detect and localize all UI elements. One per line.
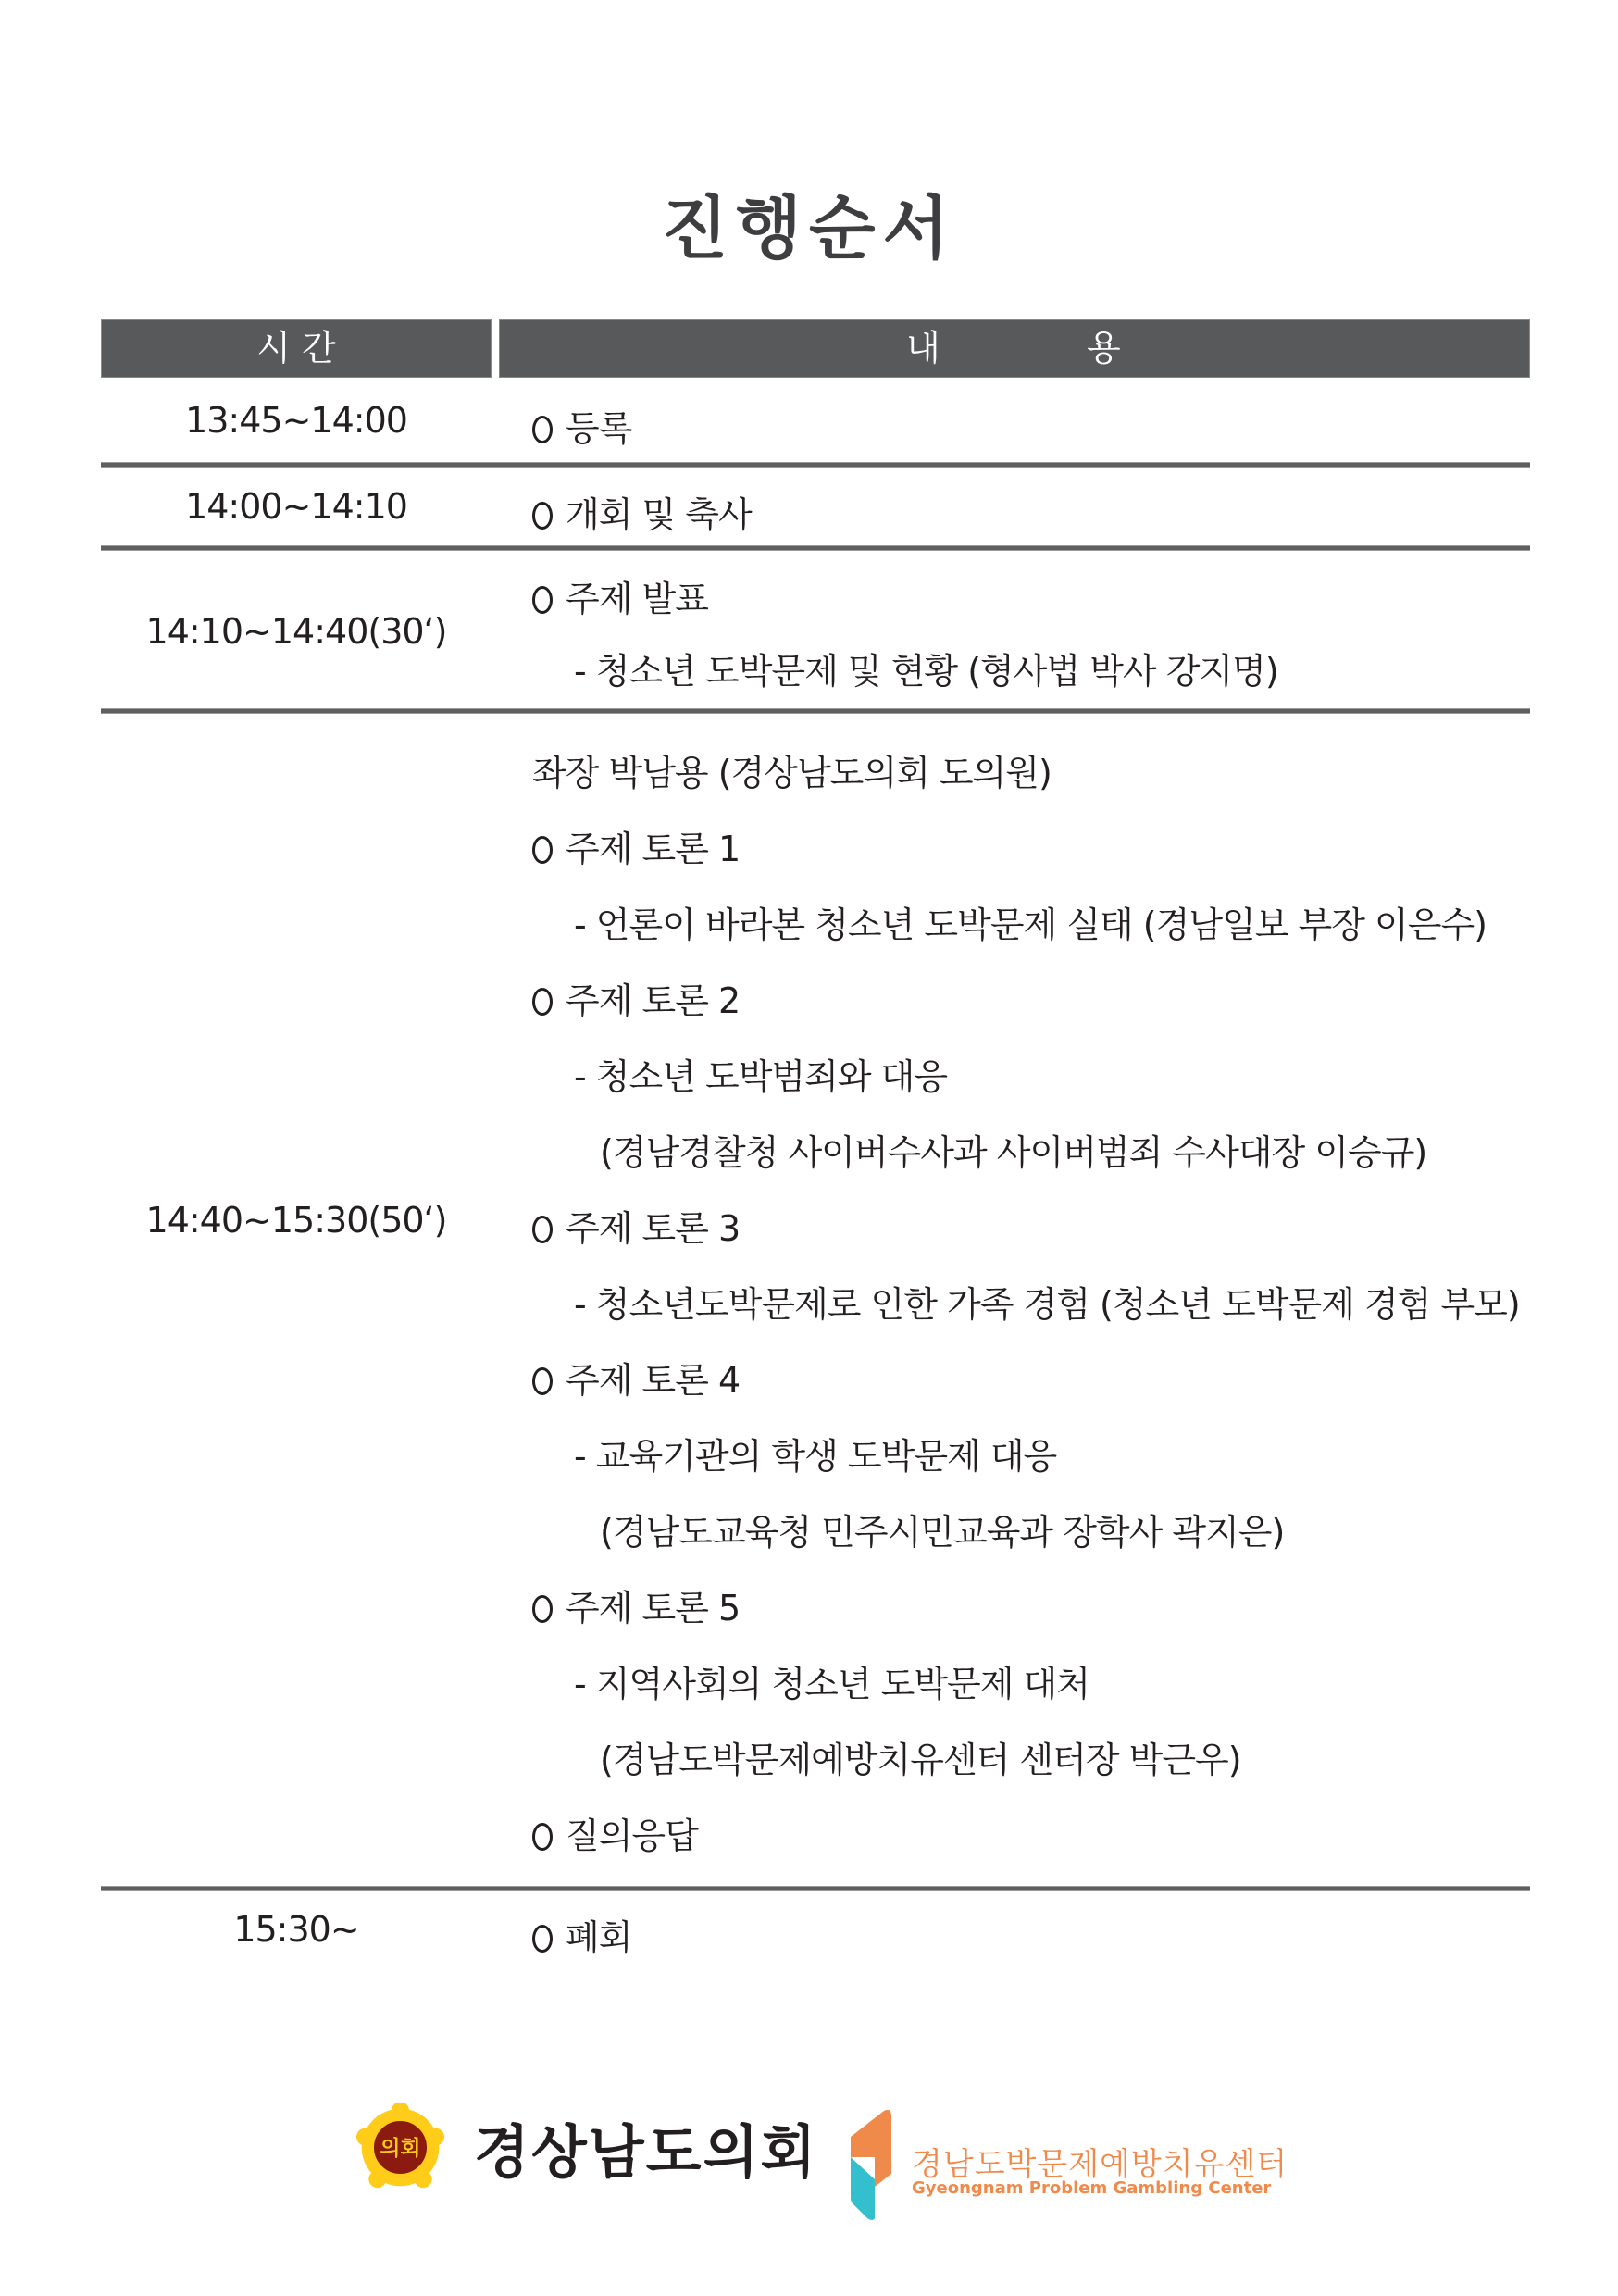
row-time: 13:45~14:00 <box>185 400 407 441</box>
agenda-text: 주제 발표 <box>566 579 708 619</box>
gambling-center-name-en: Gyeongnam Problem Gambling Center <box>912 2178 1272 2198</box>
agenda-text: 폐회 <box>566 1917 632 1958</box>
agenda-subitem-detail: (경남경찰청 사이버수사과 사이버범죄 수사대장 이승규) <box>600 1132 1427 1173</box>
council-emblem-icon <box>356 2103 444 2191</box>
table-header-content-char1: 내 <box>906 328 940 368</box>
gambling-center-logo-icon <box>847 2100 895 2220</box>
circle-bullet-icon <box>532 502 553 530</box>
circle-bullet-icon <box>532 1216 553 1243</box>
circle-bullet-icon <box>532 988 553 1016</box>
agenda-item <box>532 400 631 451</box>
agenda-item <box>532 1352 740 1403</box>
table-header-time: 시 간 <box>101 319 492 378</box>
council-name: 경상남도의회 <box>474 2118 818 2186</box>
circle-bullet-icon <box>532 1595 553 1623</box>
agenda-subitem: - 청소년 도박문제 및 현황 (형사법 박사 강지명) <box>574 651 1278 692</box>
agenda-subitem-detail: (경남도교육청 민주시민교육과 장학사 곽지은) <box>600 1512 1285 1553</box>
agenda-item <box>532 1200 740 1251</box>
gambling-center-name-ko: 경남도박문제예방치유센터 <box>912 2146 1288 2183</box>
circle-bullet-icon <box>532 1925 553 1953</box>
row-divider <box>101 708 1530 714</box>
agenda-subitem: - 청소년 도박범죄와 대응 <box>574 1056 948 1097</box>
agenda-subitem: - 지역사회의 청소년 도박문제 대처 <box>574 1664 1089 1704</box>
row-time: 14:00~14:10 <box>185 486 407 527</box>
agenda-text: 주제 토론 1 <box>566 829 741 869</box>
footer-logos <box>0 2083 1618 2203</box>
circle-bullet-icon <box>532 836 553 864</box>
agenda-text: 주제 토론 4 <box>566 1360 741 1401</box>
agenda-text: 주제 토론 2 <box>566 980 741 1021</box>
agenda-text: 주제 토론 5 <box>566 1588 741 1628</box>
row-time: 14:10~14:40(30‘) <box>145 611 447 652</box>
row-time: 15:30~ <box>233 1909 359 1950</box>
circle-bullet-icon <box>532 416 553 443</box>
agenda-subitem-detail: (경남도박문제예방치유센터 센터장 박근우) <box>600 1740 1241 1780</box>
agenda-item <box>532 1579 740 1630</box>
circle-bullet-icon <box>532 1823 553 1851</box>
agenda-text: 개회 및 축사 <box>566 494 752 535</box>
agenda-item <box>532 1909 631 1960</box>
agenda-text: 주제 토론 3 <box>566 1208 741 1249</box>
row-divider <box>101 1886 1530 1891</box>
row-divider <box>101 462 1530 468</box>
agenda-item <box>532 972 740 1023</box>
row-time: 14:40~15:30(50‘) <box>145 1200 447 1241</box>
agenda-subitem: - 청소년도박문제로 인한 가족 경험 (청소년 도박문제 경험 부모) <box>574 1284 1520 1325</box>
table-header-content <box>499 319 1530 378</box>
agenda-item <box>532 570 708 621</box>
agenda-text: 등록 <box>566 408 632 449</box>
circle-bullet-icon <box>532 586 553 614</box>
moderator: 좌장 박남용 (경상남도의회 도의원) <box>532 753 1052 793</box>
row-divider <box>101 545 1530 551</box>
table-header-content-char2: 용 <box>1087 328 1121 368</box>
svg-text:의회: 의회 <box>380 2137 421 2162</box>
agenda-subitem: - 언론이 바라본 청소년 도박문제 실태 (경남일보 부장 이은수) <box>574 905 1487 945</box>
agenda-item <box>532 486 752 537</box>
agenda-text: 질의응답 <box>566 1816 698 1856</box>
circle-bullet-icon <box>532 1367 553 1395</box>
page-title: 진행순서 <box>662 189 956 268</box>
agenda-subitem: - 교육기관의 학생 도박문제 대응 <box>574 1436 1057 1477</box>
agenda-item <box>532 1807 698 1858</box>
agenda-item <box>532 820 740 871</box>
